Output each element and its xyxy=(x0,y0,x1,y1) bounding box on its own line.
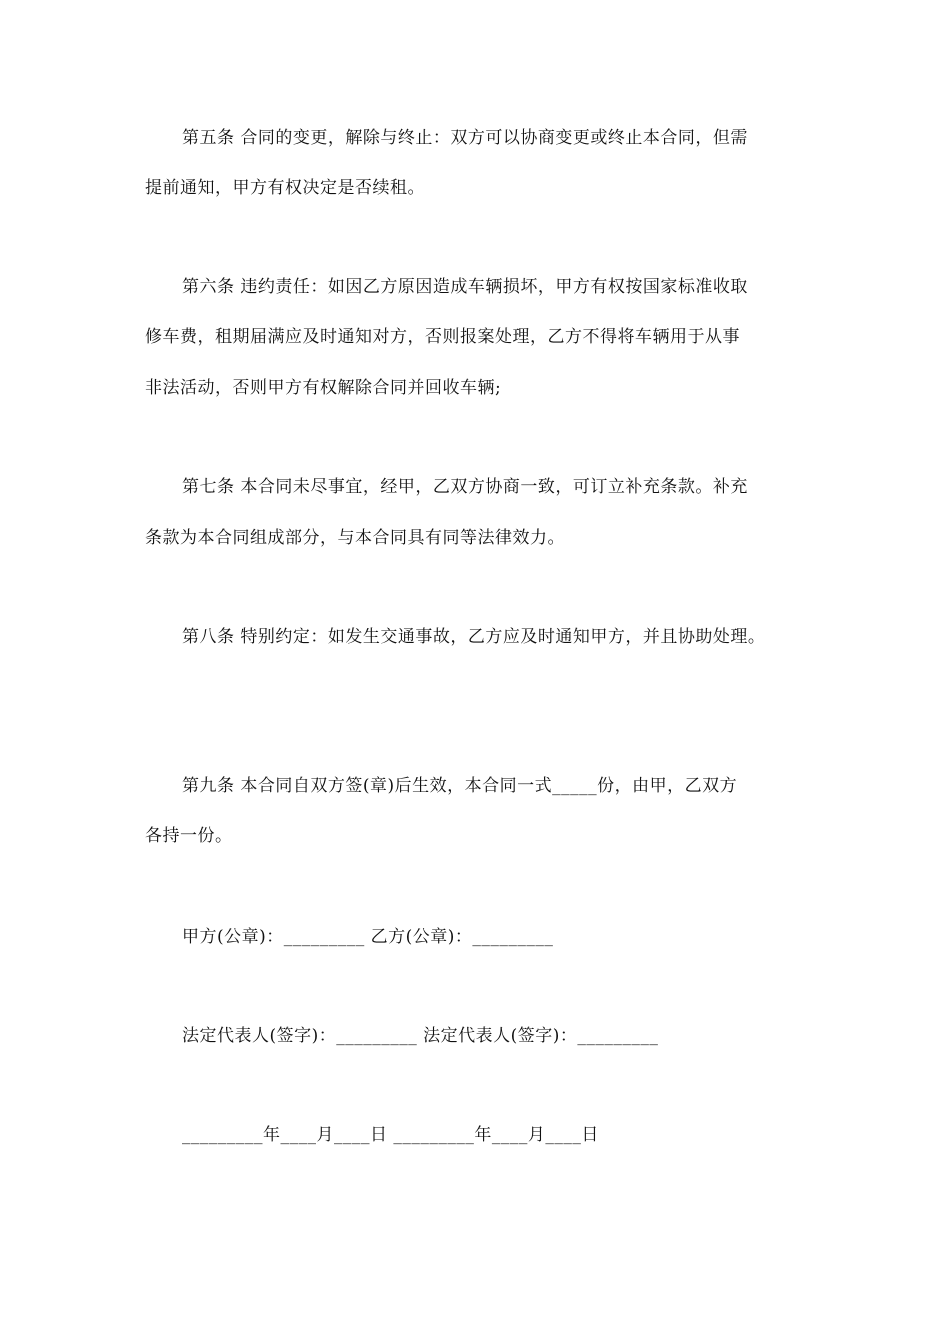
article-5-line-2: 提前通知，甲方有权决定是否续租。 xyxy=(145,178,425,198)
date-line: _________年____月____日 _________年____月____日 xyxy=(182,1125,599,1145)
article-5-line-1: 第五条 合同的变更，解除与终止：双方可以协商变更或终止本合同，但需 xyxy=(182,128,748,148)
article-9-line-2: 各持一份。 xyxy=(145,826,233,846)
article-6-line-3: 非法活动，否则甲方有权解除合同并回收车辆; xyxy=(145,378,502,398)
article-6-line-1: 第六条 违约责任：如因乙方原因造成车辆损坏，甲方有权按国家标准收取 xyxy=(182,277,748,297)
article-7-line-2: 条款为本合同组成部分，与本合同具有同等法律效力。 xyxy=(145,528,565,548)
party-seal-line: 甲方(公章)：_________ 乙方(公章)：_________ xyxy=(182,927,554,947)
article-8-line-1: 第八条 特别约定：如发生交通事故，乙方应及时通知甲方，并且协助处理。 xyxy=(182,627,766,647)
article-6-line-2: 修车费，租期届满应及时通知对方，否则报案处理，乙方不得将车辆用于从事 xyxy=(145,327,740,347)
article-7-line-1: 第七条 本合同未尽事宜，经甲，乙双方协商一致，可订立补充条款。补充 xyxy=(182,477,748,497)
article-9-line-1: 第九条 本合同自双方签(章)后生效，本合同一式_____份，由甲，乙双方 xyxy=(182,776,738,796)
legal-representative-line: 法定代表人(签字)：_________ 法定代表人(签字)：_________ xyxy=(182,1026,659,1046)
